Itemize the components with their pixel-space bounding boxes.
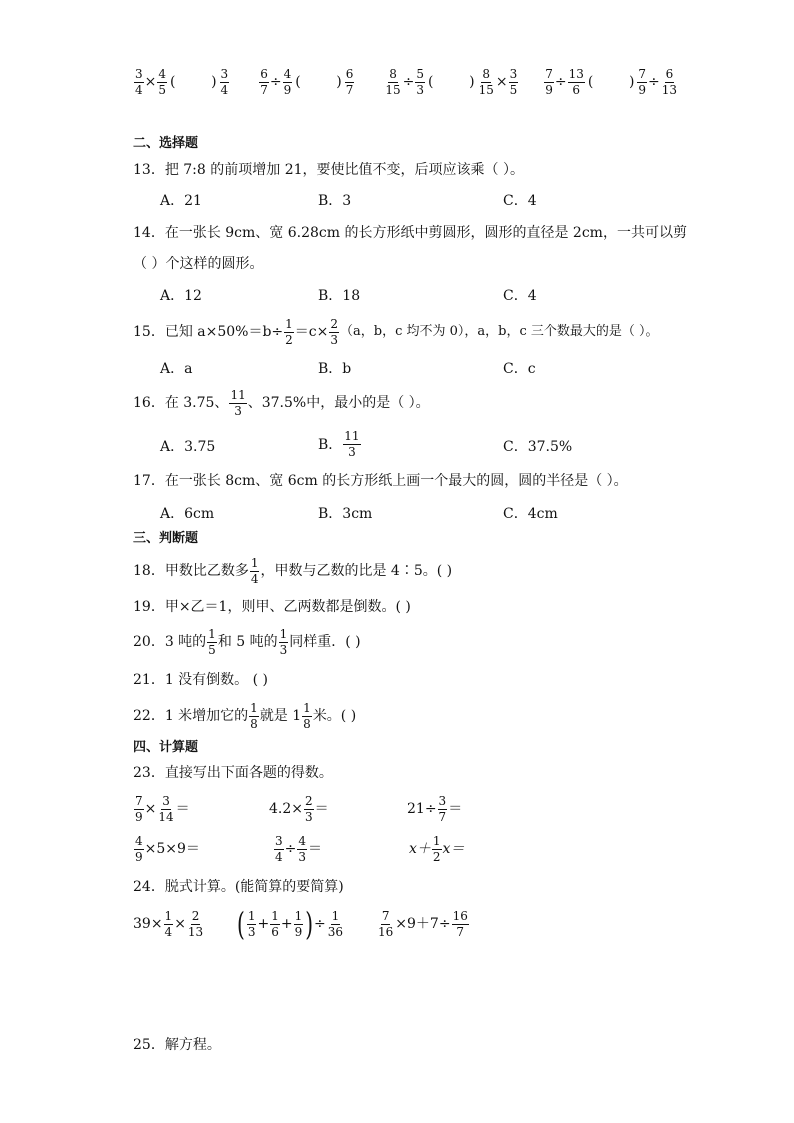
q13-option-b[interactable]: B．3 — [318, 193, 352, 209]
question-23: 23．直接写出下面各题的得数。 — [133, 765, 333, 781]
compare-item-3: $\frac{8}{15}$ ÷ $\frac{5}{3}$ ( ) $\frac{8}{15}$ × $\frac{3}{5}$ — [385, 66, 518, 97]
section-title-judgement: 三、判断题 — [133, 531, 199, 546]
q23-row2-item3: x＋ $\frac{1}{2}$ x＝ — [409, 833, 465, 864]
q13-option-c[interactable]: C．4 — [503, 193, 537, 209]
q24-expr3: $\frac{7}{16}$ ×9＋7÷ $\frac{16}{7}$ — [378, 908, 468, 939]
compare-item-1: $\frac{3}{4}$ × $\frac{4}{5}$ ( ) $\frac{3}{4}$ — [135, 66, 229, 97]
answer-blank[interactable]: ( ) — [295, 74, 342, 90]
q16-option-a[interactable]: A．3.75 — [160, 439, 216, 455]
question-14-line2: （ ）个这样的圆形。 — [133, 256, 264, 272]
q24-expr1: 39× $\frac{1}{4}$ × $\frac{2}{13}$ — [133, 908, 204, 939]
q14-option-b[interactable]: B．18 — [318, 288, 361, 304]
question-17: 17．在一张长 8cm、宽 6cm 的长方形纸上画一个最大的圆，圆的半径是（ ）。 — [133, 473, 628, 489]
question-16: 16．在 3.75、 $\frac{11}{3}$ 、37.5%中，最小的是（ ）。 — [133, 387, 430, 418]
q23-row2-item2: $\frac{3}{4}$ ÷ $\frac{4}{3}$ ＝ — [275, 833, 323, 864]
q17-option-b[interactable]: B．3cm — [318, 506, 373, 522]
question-15: 15．已知 a×50%＝b÷ $\frac{1}{2}$ ＝c× $\frac{2}{3}$ （a，b，c 均不为 0），a，b，c 三个数最大的是（ ）。 — [133, 316, 659, 347]
question-22: 22．1 米增加它的 $\frac{1}{8}$ 就是 1 $\frac{1}{8}$ 米。( ) — [133, 700, 357, 731]
q24-expr2: ( $\frac{1}{3}$ + $\frac{1}{6}$ + $\frac{1}{9}$ ) ÷ $\frac{1}{36}$ — [237, 904, 344, 944]
q23-row1-item3: 21÷ $\frac{3}{7}$ ＝ — [407, 793, 463, 824]
q23-row2-item1: $\frac{4}{9}$ ×5×9＝ — [135, 833, 200, 864]
question-14-line1: 14．在一张长 9cm、宽 6.28cm 的长方形纸中剪圆形，圆形的直径是 2cm，一共可以剪 — [133, 225, 687, 241]
question-13: 13．把 7:8 的前项增加 21，要使比值不变，后项应该乘（ ）。 — [133, 162, 524, 178]
q16-option-c[interactable]: C．37.5% — [503, 439, 573, 455]
question-19: 19．甲×乙＝1，则甲、乙两数都是倒数。( ) — [133, 599, 411, 615]
question-21: 21．1 没有倒数。 ( ) — [133, 672, 268, 688]
question-18: 18．甲数比乙数多 $\frac{1}{4}$ ，甲数与乙数的比是 4∶5。( ) — [133, 555, 453, 586]
q15-option-c[interactable]: C．c — [503, 361, 536, 377]
q17-option-a[interactable]: A．6cm — [160, 506, 215, 522]
q13-option-a[interactable]: A．21 — [160, 193, 202, 209]
q15-option-b[interactable]: B．b — [318, 361, 352, 377]
q23-row1-item1: $\frac{7}{9}$ × $\frac{3}{14}$ ＝ — [135, 793, 190, 824]
section-title-calculation: 四、计算题 — [133, 740, 199, 755]
top-row — [133, 64, 679, 100]
question-24: 24．脱式计算。(能简算的要简算) — [133, 879, 344, 895]
question-20: 20．3 吨的 $\frac{1}{5}$ 和 5 吨的 $\frac{1}{3}$ 同样重．( ) — [133, 626, 361, 657]
answer-blank[interactable]: ( ) — [587, 74, 635, 90]
answer-blank[interactable]: ( ) — [428, 74, 475, 90]
q23-row1-item2: 4.2× $\frac{2}{3}$ ＝ — [269, 793, 329, 824]
section-title-choice: 二、选择题 — [133, 136, 199, 151]
compare-item-4: $\frac{7}{9}$ ÷ $\frac{13}{6}$ ( ) $\frac{7}{9}$ ÷ $\frac{6}{13}$ — [545, 66, 678, 97]
q14-option-c[interactable]: C．4 — [503, 288, 537, 304]
q17-option-c[interactable]: C．4cm — [503, 506, 558, 522]
q15-option-a[interactable]: A．a — [160, 361, 193, 377]
q16-option-b[interactable]: B． $\frac{11}{3}$ — [318, 428, 360, 459]
answer-blank[interactable]: ( ) — [170, 74, 217, 90]
question-25: 25．解方程。 — [133, 1037, 221, 1053]
compare-item-2: $\frac{6}{7}$ ÷ $\frac{4}{9}$ ( ) $\frac{6}{7}$ — [260, 66, 354, 97]
q14-option-a[interactable]: A．12 — [160, 288, 202, 304]
